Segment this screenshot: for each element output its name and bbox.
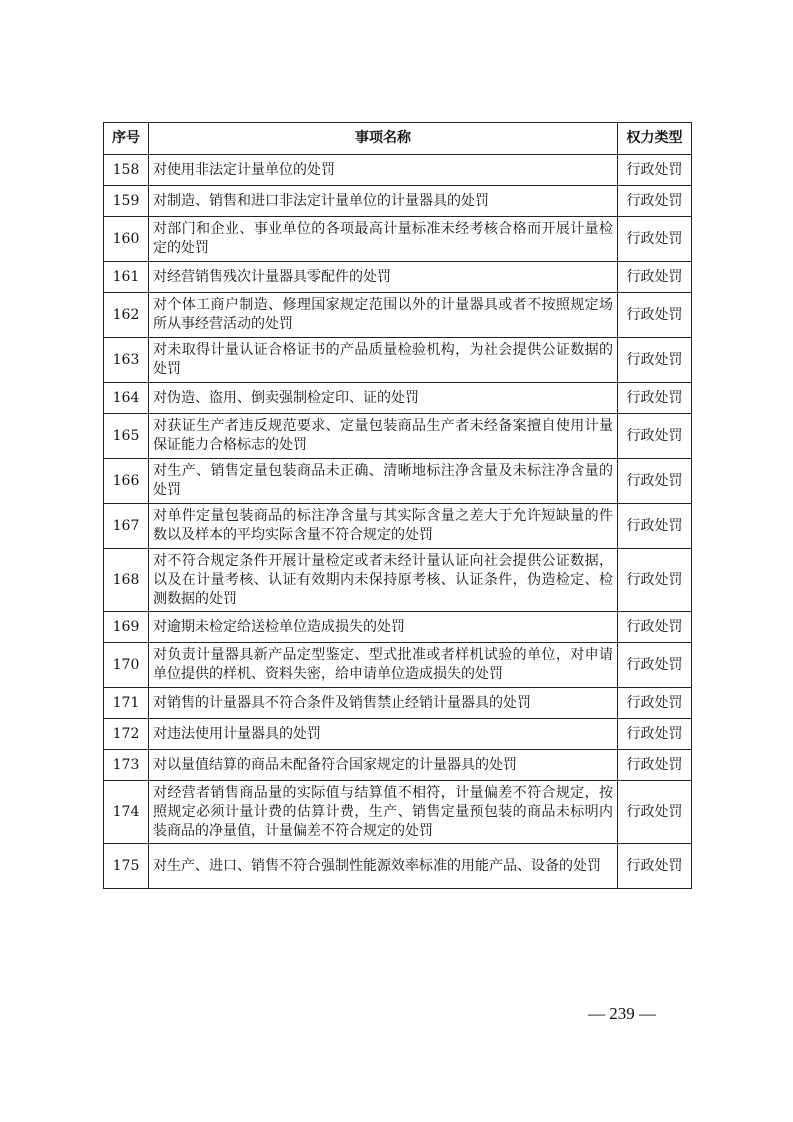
table-row [104,844,692,889]
row-num: 169 [104,612,149,643]
power-list-table [103,122,692,889]
row-type: 行政处罚 [618,844,692,889]
row-type: 行政处罚 [618,549,692,612]
row-type: 行政处罚 [618,750,692,781]
table-row [104,217,692,262]
row-num: 160 [104,217,149,262]
row-num: 174 [104,781,149,844]
row-name: 对销售的计量器具不符合条件及销售禁止经销计量器具的处罚 [149,688,618,719]
row-type: 行政处罚 [618,186,692,217]
table-row [104,719,692,750]
row-name: 对以量值结算的商品未配备符合国家规定的计量器具的处罚 [149,750,618,781]
row-type: 行政处罚 [618,781,692,844]
row-num: 159 [104,186,149,217]
row-name: 对不符合规定条件开展计量检定或者未经计量认证向社会提供公证数据，以及在计量考核、认证有效期内未保持原考核、认证条件，伪造检定、检测数据的处罚 [149,549,618,612]
header-name: 事项名称 [149,123,618,155]
row-num: 165 [104,414,149,459]
header-num: 序号 [104,123,149,155]
row-num: 175 [104,844,149,889]
table-row [104,549,692,612]
table-row [104,612,692,643]
table-row [104,643,692,688]
row-type: 行政处罚 [618,612,692,643]
row-num: 162 [104,293,149,338]
row-name: 对单件定量包装商品的标注净含量与其实际含量之差大于允许短缺量的件数以及样本的平均实际含量不符合规定的处罚 [149,504,618,549]
row-num: 167 [104,504,149,549]
row-type: 行政处罚 [618,414,692,459]
table-row [104,504,692,549]
row-num: 168 [104,549,149,612]
header-row [104,123,692,155]
table-row [104,338,692,383]
row-num: 171 [104,688,149,719]
row-name: 对逾期未检定给送检单位造成损失的处罚 [149,612,618,643]
header-type: 权力类型 [618,123,692,155]
row-name: 对经营销售残次计量器具零配件的处罚 [149,262,618,293]
row-num: 166 [104,459,149,504]
table-row [104,459,692,504]
row-type: 行政处罚 [618,719,692,750]
row-name: 对使用非法定计量单位的处罚 [149,155,618,186]
row-type: 行政处罚 [618,688,692,719]
table-row [104,688,692,719]
row-name: 对生产、进口、销售不符合强制性能源效率标准的用能产品、设备的处罚 [149,844,618,889]
row-type: 行政处罚 [618,262,692,293]
row-num: 161 [104,262,149,293]
row-type: 行政处罚 [618,293,692,338]
row-name: 对违法使用计量器具的处罚 [149,719,618,750]
row-name: 对伪造、盗用、倒卖强制检定印、证的处罚 [149,383,618,414]
row-name: 对部门和企业、事业单位的各项最高计量标准未经考核合格而开展计量检定的处罚 [149,217,618,262]
row-num: 172 [104,719,149,750]
table-row [104,781,692,844]
row-num: 163 [104,338,149,383]
row-name: 对负责计量器具新产品定型鉴定、型式批准或者样机试验的单位，对申请单位提供的样机、资料失密，给申请单位造成损失的处罚 [149,643,618,688]
row-num: 158 [104,155,149,186]
table-row [104,293,692,338]
row-type: 行政处罚 [618,155,692,186]
table-row [104,262,692,293]
row-type: 行政处罚 [618,338,692,383]
row-type: 行政处罚 [618,383,692,414]
table-row [104,155,692,186]
table-row [104,750,692,781]
row-num: 170 [104,643,149,688]
table-row [104,383,692,414]
row-name: 对制造、销售和进口非法定计量单位的计量器具的处罚 [149,186,618,217]
row-num: 173 [104,750,149,781]
row-name: 对个体工商户制造、修理国家规定范围以外的计量器具或者不按照规定场所从事经营活动的处罚 [149,293,618,338]
table-row [104,414,692,459]
row-name: 对未取得计量认证合格证书的产品质量检验机构，为社会提供公证数据的处罚 [149,338,618,383]
row-num: 164 [104,383,149,414]
page-number: — 239 — [588,1004,656,1023]
row-name: 对经营者销售商品量的实际值与结算值不相符，计量偏差不符合规定，按照规定必须计量计费的估算计费，生产、销售定量预包装的商品未标明内装商品的净量值，计量偏差不符合规定的处罚 [149,781,618,844]
row-name: 对生产、销售定量包装商品未正确、清晰地标注净含量及未标注净含量的处罚 [149,459,618,504]
row-name: 对获证生产者违反规范要求、定量包装商品生产者未经备案擅自使用计量保证能力合格标志的处罚 [149,414,618,459]
table-row [104,186,692,217]
row-type: 行政处罚 [618,459,692,504]
row-type: 行政处罚 [618,217,692,262]
row-type: 行政处罚 [618,504,692,549]
row-type: 行政处罚 [618,643,692,688]
